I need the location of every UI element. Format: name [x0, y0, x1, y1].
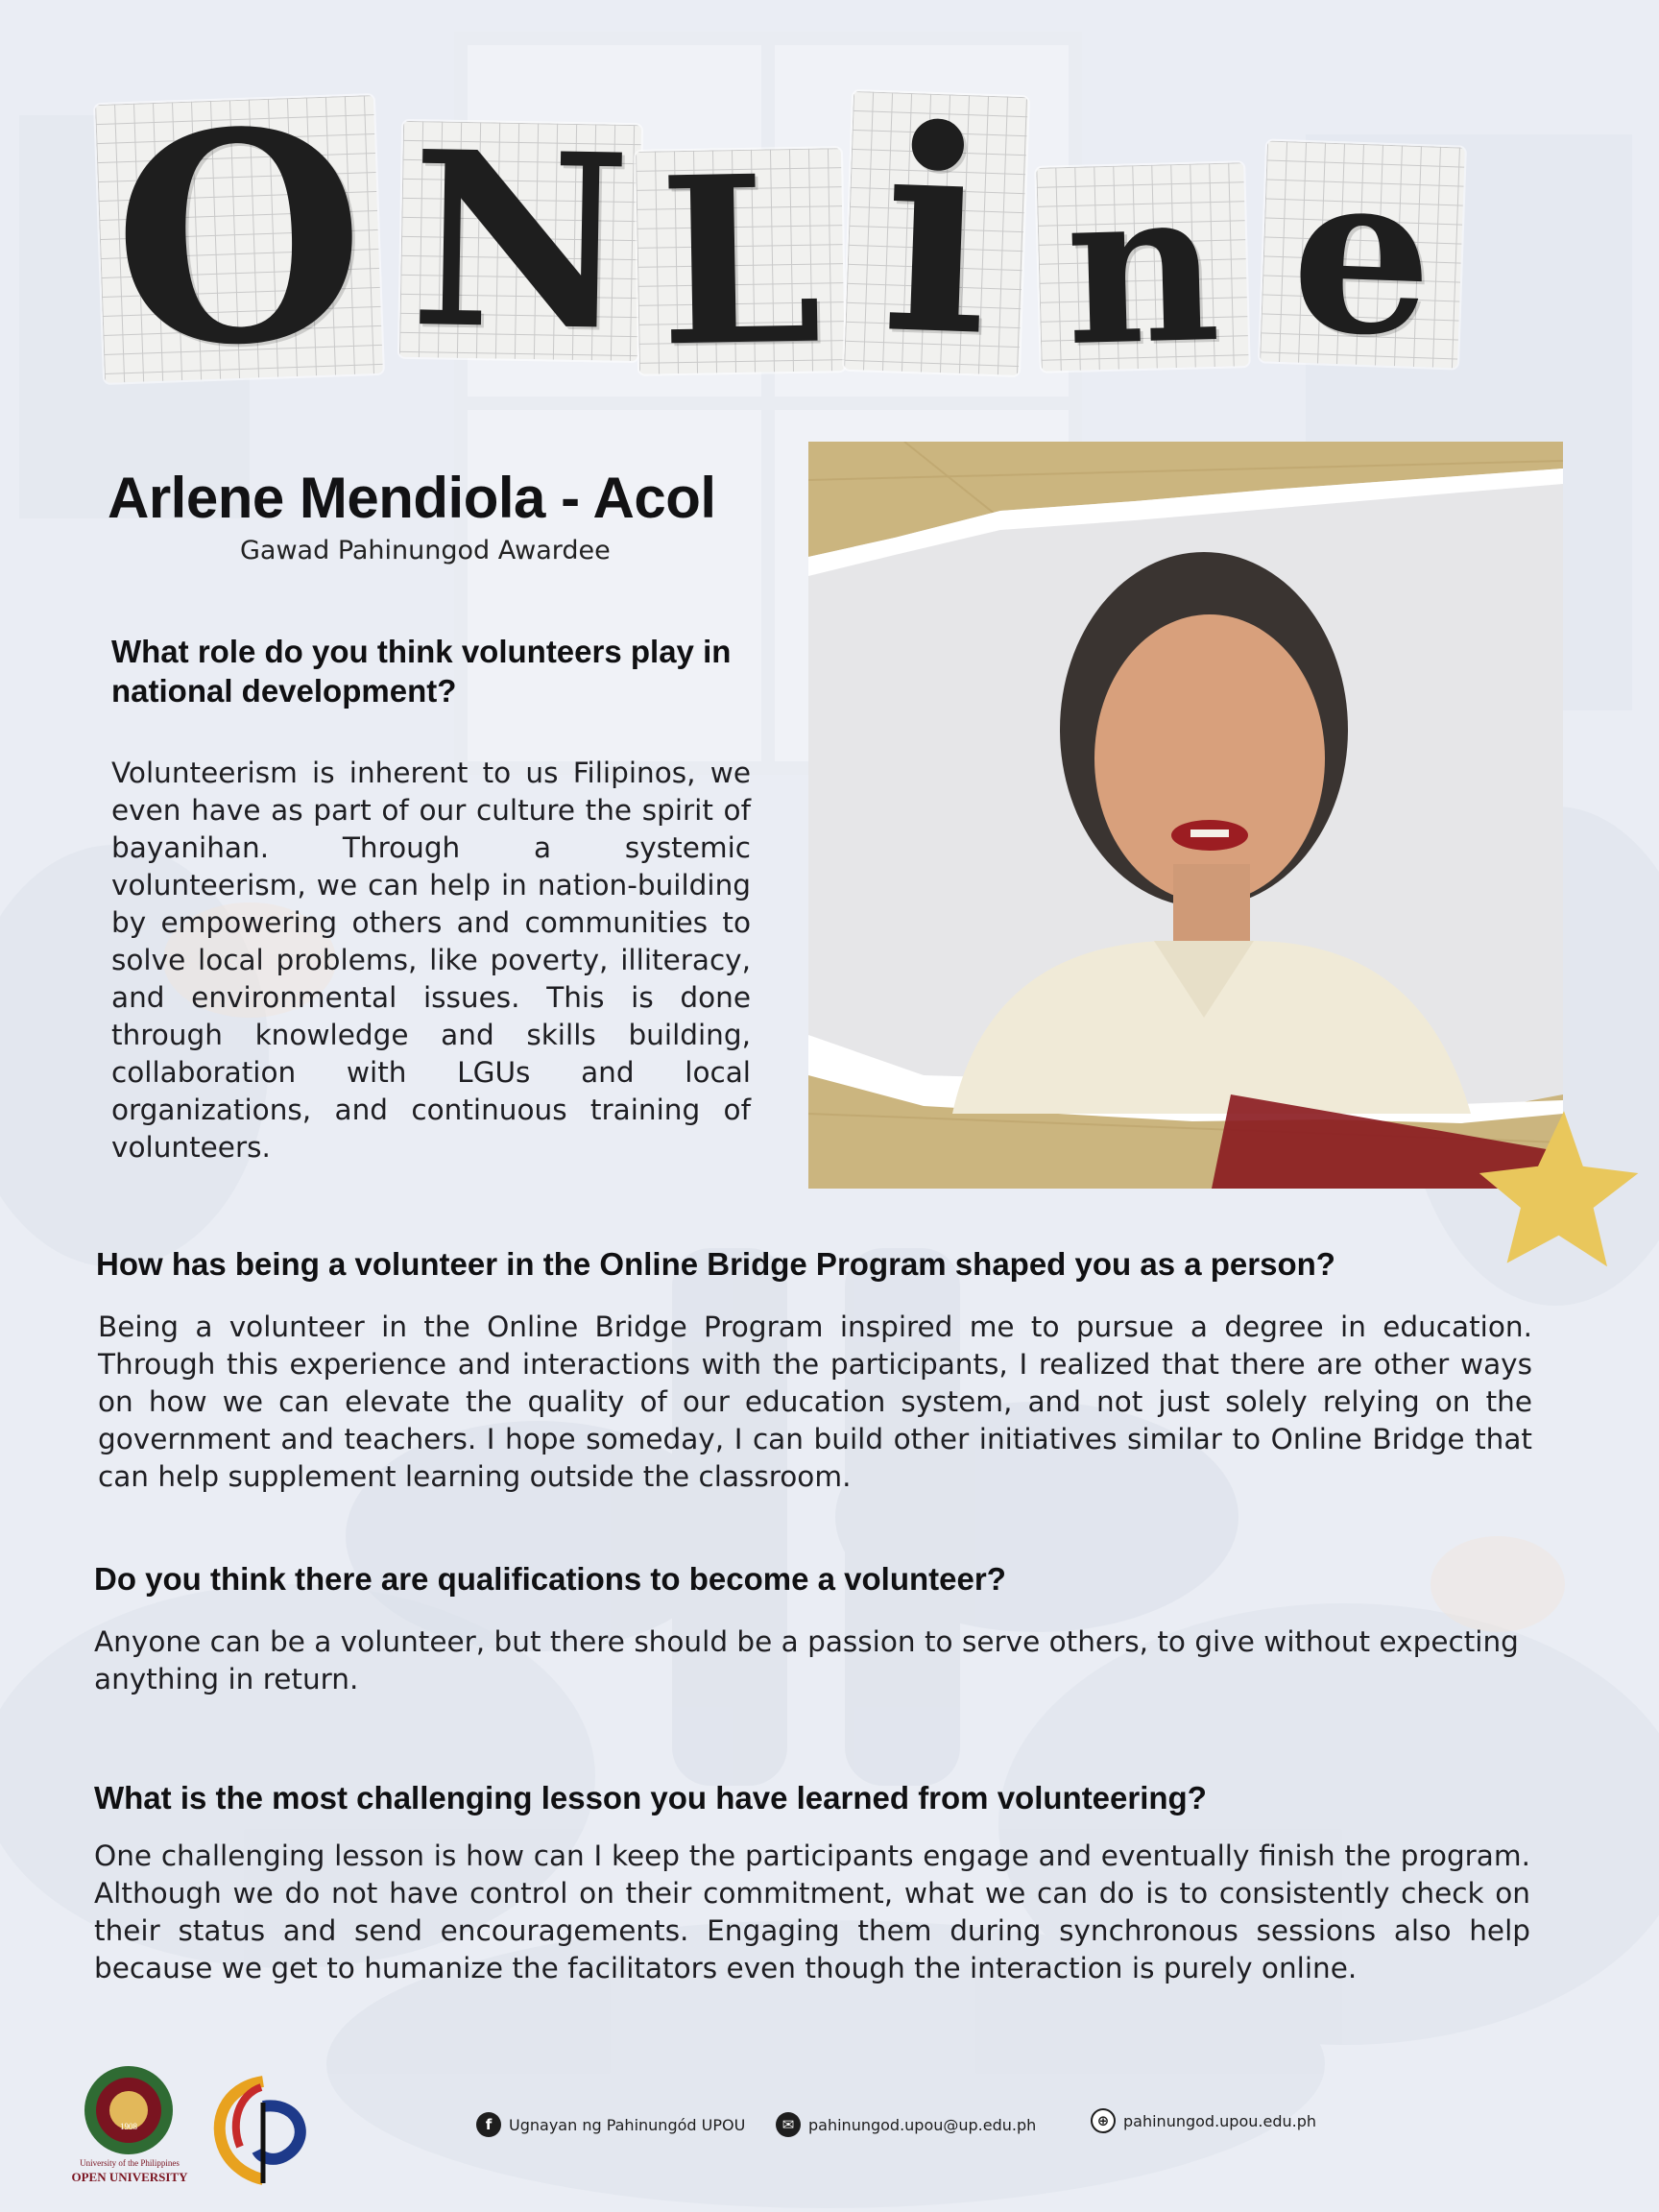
answer-4: One challenging lesson is how can I keep the participants engage and eventually finish the program. Although we do not have control on their commitment, what we can do is to consistently check on their status and send encouragements. Engaging them during synchronous sessions also help because we get to humanize the facilitators even though the interaction is purely online.	[94, 1839, 1530, 1984]
facebook-link[interactable]	[476, 2112, 745, 2137]
awardee-photo	[808, 442, 1563, 1189]
title-letter: L	[657, 124, 824, 398]
facebook-label: Ugnayan ng Pahinungód UPOU	[509, 2115, 746, 2134]
facebook-icon: f	[476, 2112, 501, 2137]
question-4: What is the most challenging lesson you have learned from volunteering?	[94, 1780, 1207, 1815]
question-3: Do you think there are qualifications to become a volunteer?	[94, 1561, 1006, 1597]
answer-1: Volunteerism is inherent to us Filipinos, we even have as part of our culture the spirit of bayanihan. Through a systemic volunteerism, we can help in nation-building by empowering others and communities to solve local problems, like poverty, illiteracy, and environmental issues. This is done through knowledge and skills building, collaboration with LGUs and local organizations, and continuous training of volunteers.	[111, 757, 751, 1164]
title-letter-tile	[399, 98, 641, 384]
title-letter-tile	[1036, 139, 1248, 394]
title-letter: N	[408, 98, 633, 384]
answer-2: Being a volunteer in the Online Bridge Program inspired me to pursue a degree in education. Through this experience and interactions with the participants, I realized that there are other ways on how we can elevate the quality of our education system, and not just solely relying on the government and teachers. I hope someday, I can build other initiatives similar to Online Bridge that can help supplement learning outside the classroom.	[98, 1310, 1532, 1493]
mail-icon: ✉	[776, 2112, 801, 2137]
pahinungod-logo	[205, 2074, 317, 2187]
answer-3: Anyone can be a volunteer, but there should be a passion to serve others, to give without expecting anything in return.	[94, 1625, 1519, 1695]
question-1: What role do you think volunteers play in national development?	[111, 634, 732, 709]
email-label: pahinungod.upou@up.edu.ph	[808, 2115, 1037, 2134]
title-letter: n	[1062, 139, 1223, 394]
title-letter: e	[1287, 122, 1437, 387]
title-letter-tile	[636, 124, 845, 398]
question-2: How has being a volunteer in the Online Bridge Program shaped you as a person?	[96, 1246, 1335, 1282]
university-name: OPEN UNIVERSITY	[71, 2170, 188, 2184]
seal-year: 1908	[120, 2122, 137, 2131]
website-link[interactable]	[1091, 2108, 1316, 2133]
title-letter-tile	[95, 64, 383, 413]
award-title: Gawad Pahinungod Awardee	[240, 536, 611, 565]
globe-icon: ⊕	[1091, 2108, 1116, 2133]
title-wordmark	[0, 0, 1659, 413]
website-label: pahinungod.upou.edu.ph	[1123, 2111, 1316, 2130]
title-letter-tile	[1260, 122, 1465, 387]
email-link[interactable]	[776, 2112, 1036, 2137]
title-letter: i	[878, 68, 995, 398]
up-open-university-seal	[83, 2064, 175, 2156]
title-letter-tile	[844, 68, 1028, 398]
awardee-name: Arlene Mendiola - Acol	[108, 466, 716, 530]
title-letter: O	[108, 64, 371, 413]
university-caption: University of the Philippines	[80, 2158, 180, 2168]
